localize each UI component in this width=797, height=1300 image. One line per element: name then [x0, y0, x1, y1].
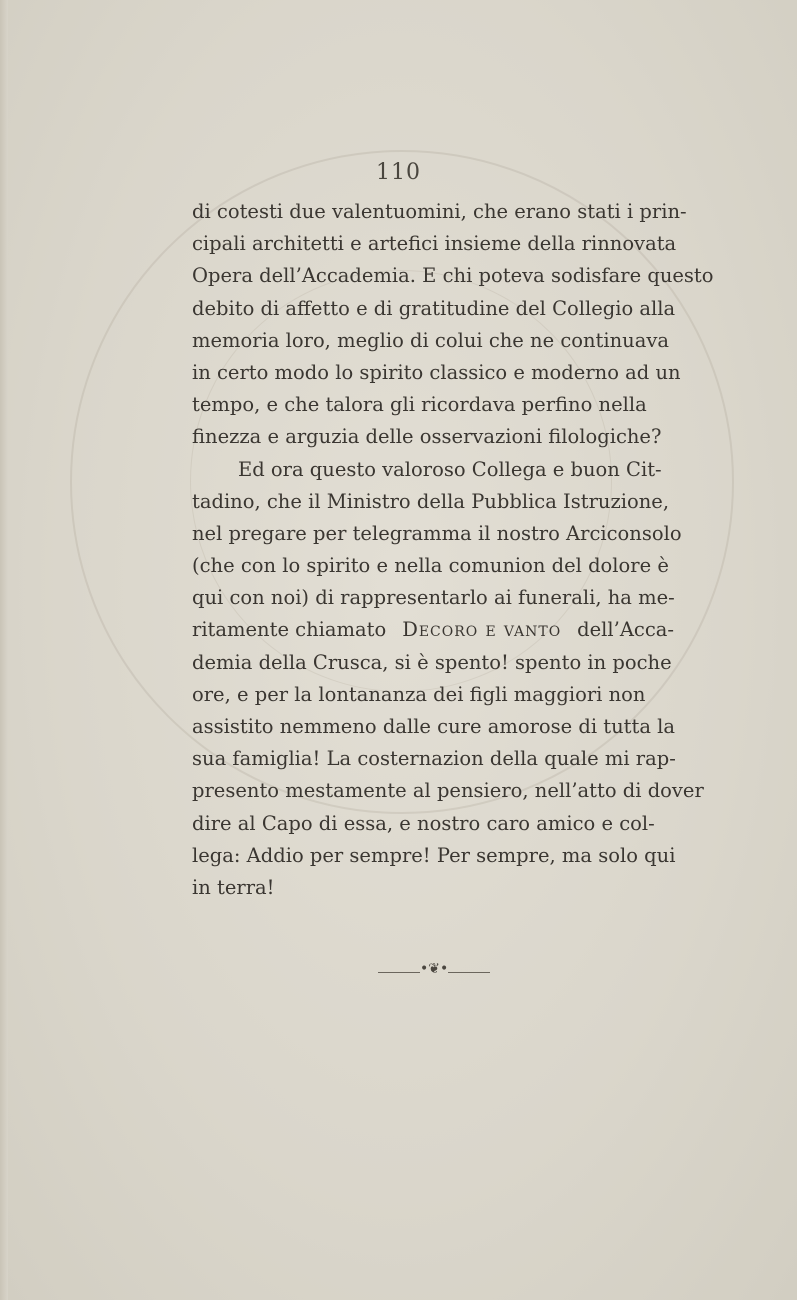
text-line: dire al Capo di essa, e nostro caro amico e col- — [192, 811, 655, 835]
text-line: in certo modo lo spirito classico e moderno ad un — [192, 360, 681, 384]
text-line: sua famiglia! La costernazion della quale mi rap- — [192, 747, 676, 771]
page-number: 110 — [376, 160, 421, 185]
ornament-rule-left — [378, 972, 420, 973]
small-caps-phrase: Decoro e vanto — [402, 618, 562, 642]
text-line: ore, e per la lontananza dei figli maggiori non — [192, 682, 646, 706]
fleuron-icon: •❦• — [420, 961, 449, 977]
text-line: tadino, che il Ministro della Pubblica Istruzione, — [192, 489, 670, 513]
text-line: qui con noi) di rappresentarlo ai funerali, ha me- — [192, 586, 675, 610]
body-text — [192, 196, 714, 904]
text-line: assistito nemmeno dalle cure amorose di tutta la — [192, 715, 676, 738]
text-line: ritamente chiamato Decoro e vanto dell’Acca- — [192, 614, 674, 646]
text-line: Ed ora questo valoroso Collega e buon Cit- — [238, 457, 662, 481]
text-line: nel pregare per telegramma il nostro Arciconsolo — [192, 521, 682, 545]
text-line: Opera dell’Accademia. E chi poteva sodisfare questo — [192, 264, 714, 288]
text-line: tempo, e che talora gli ricordava perfino nella — [192, 393, 647, 417]
page-binding-edge — [0, 0, 8, 1300]
text-line: cipali architetti e artefici insieme della rinnovata — [192, 232, 677, 256]
ornament-rule-right — [448, 972, 490, 973]
end-ornament — [378, 961, 490, 979]
text-line: di cotesti due valentuomini, che erano stati i prin- — [192, 200, 687, 223]
text-line: in terra! — [192, 875, 275, 899]
text-line: (che con lo spirito e nella comunion del dolore è — [192, 554, 669, 578]
text-line: lega: Addio per sempre! Per sempre, ma solo qui — [192, 843, 676, 867]
text-line: finezza e arguzia delle osservazioni filologiche? — [192, 425, 662, 449]
text-line: debito di affetto e di gratitudine del Collegio alla — [192, 296, 676, 320]
text-line: presento mestamente al pensiero, nell’atto di dover — [192, 779, 704, 803]
text-line: memoria loro, meglio di colui che ne continuava — [192, 328, 670, 352]
text-line: demia della Crusca, si è spento! spento in poche — [192, 650, 672, 674]
